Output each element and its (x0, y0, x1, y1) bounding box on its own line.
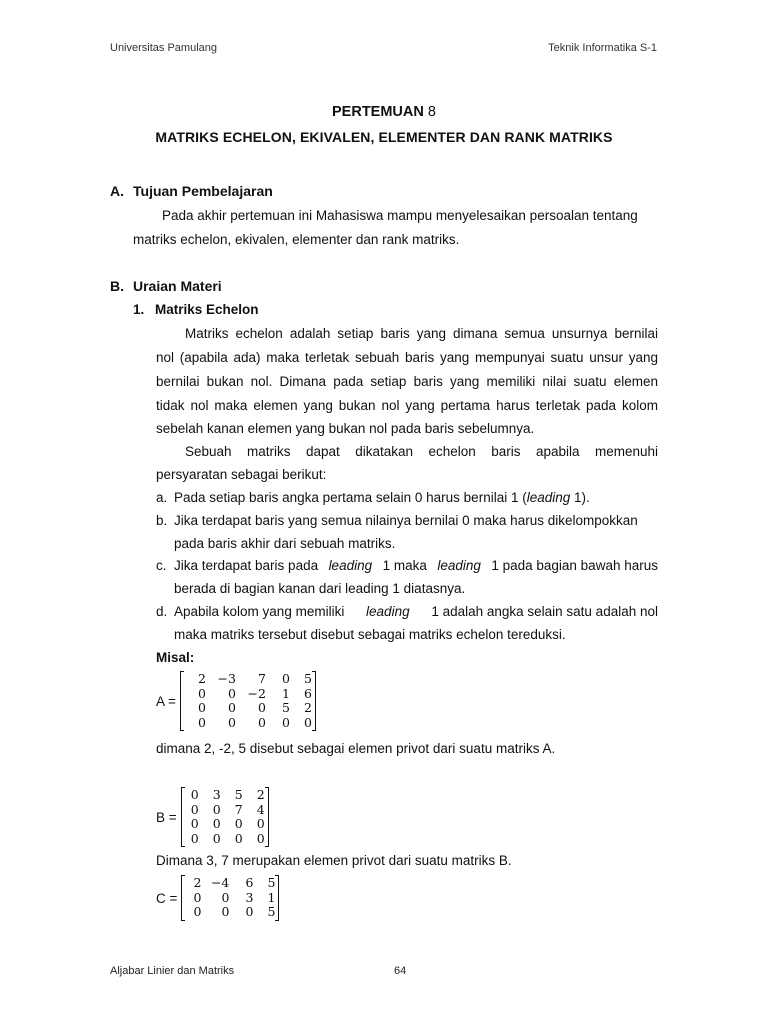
list-item-d-line-2: maka matriks tersebut disebut sebagai matriks echelon tereduksi. (174, 627, 566, 642)
para2-line-2: persyaratan sebagai berikut: (156, 467, 327, 482)
matrix-cell: 2 (303, 700, 312, 715)
section-a-letter: A. (110, 183, 124, 199)
para2-line-1: Sebuah matriks dapat dikatakan echelon baris apabila memenuhi (185, 444, 658, 459)
list-item-b-line-1: Jika terdapat baris yang semua nilainya bernilai 0 maka harus dikelompokkan (174, 513, 638, 528)
page-number: 64 (394, 965, 407, 977)
matrix-cell: 0 (245, 904, 254, 920)
matrix-cell: 5 (234, 787, 243, 802)
running-header-left: Universitas Pamulang (110, 42, 217, 54)
matrix-cell: 0 (257, 714, 266, 730)
matrix-cell: 7 (257, 671, 266, 686)
section-b-letter: B. (110, 278, 124, 294)
matrix-cell: 0 (227, 714, 236, 730)
matrix-cell: 0 (193, 904, 202, 920)
matrix-b-table (185, 788, 265, 846)
para1-line-3: bernilai bukan nol. Dimana pada setiap baris yang memiliki nilai suatu elemen (156, 374, 658, 389)
para1-line-4: tidak nol maka elemen yang bukan nol yang pertama harus terletak pada kolom (156, 398, 658, 413)
matrix-a-right-bracket (312, 671, 316, 731)
section-a-line-1: Pada akhir pertemuan ini Mahasiswa mampu menyelesaikan persoalan tentang (162, 208, 638, 223)
meeting-title (0, 104, 768, 120)
matrix-cell: 0 (212, 830, 221, 846)
matrix-cell: 4 (256, 801, 265, 817)
matrix-cell: −3 (217, 671, 236, 686)
matrix-cell: 0 (197, 685, 206, 701)
meeting-number: 8 (427, 104, 436, 120)
matrix-cell: 0 (193, 889, 202, 905)
matrix-cell: 0 (234, 816, 243, 831)
matrix-b-label: B = (156, 809, 177, 825)
matrix-cell: 1 (281, 685, 290, 701)
matrix-c (156, 875, 279, 921)
matrix-cell: 0 (197, 700, 206, 715)
chapter-title: MATRIKS ECHELON, EKIVALEN, ELEMENTER DAN RANK MATRIKS (155, 129, 613, 145)
list-item-d-italic: leading (366, 604, 410, 619)
list-item-c-line-2: berada di bagian kanan dari leading 1 diatasnya. (174, 581, 466, 596)
matrix-cell: 0 (190, 830, 199, 846)
list-item-c-italic-2: leading (437, 558, 481, 573)
matrix-cell: 6 (245, 875, 254, 891)
matrix-cell: 0 (221, 889, 230, 905)
list-item-d-part-1: Apabila kolom yang memiliki (174, 604, 345, 619)
matrix-cell: 0 (281, 671, 290, 686)
list-item-c-part-2: 1 maka (382, 558, 427, 573)
matrix-cell: 0 (234, 830, 243, 846)
matrix-c-table (185, 876, 275, 920)
section-a-line-2: matriks echelon, ekivalen, elementer dan rank matriks. (133, 232, 460, 247)
matrix-cell: 5 (281, 700, 290, 715)
matrix-cell: 0 (257, 700, 266, 715)
subsection-number: 1. (133, 302, 145, 317)
matrix-cell: 0 (212, 816, 221, 831)
matrix-cell: 0 (303, 714, 312, 730)
matrix-cell: 0 (190, 787, 199, 802)
example-label: Misal: (156, 650, 195, 665)
list-item-a-text: Pada setiap baris angka pertama selain 0 harus bernilai 1 ( (174, 490, 527, 505)
matrix-cell: 5 (303, 671, 312, 686)
para1-line-5: sebelah kanan elemen yang bukan nol pada baris sebelumnya. (156, 421, 535, 436)
subsection-heading (133, 302, 259, 317)
list-item-b (156, 513, 638, 529)
matrix-cell: 0 (221, 904, 230, 920)
matrix-cell: 2 (197, 671, 206, 686)
matrix-cell: −2 (247, 685, 266, 701)
matrix-cell: 2 (193, 875, 202, 891)
running-header-right: Teknik Informatika S-1 (548, 42, 657, 54)
matrix-cell: 0 (227, 700, 236, 715)
list-item-a (156, 490, 590, 506)
matrix-b-note: Dimana 3, 7 merupakan elemen privot dari suatu matriks B. (156, 853, 512, 868)
list-item-d-line-1 (174, 604, 658, 620)
matrix-cell: 0 (190, 816, 199, 831)
subsection-title: Matriks Echelon (155, 302, 259, 317)
matrix-c-label: C = (156, 890, 178, 906)
matrix-cell: 0 (212, 801, 221, 817)
list-item-b-line-2: pada baris akhir dari sebuah matriks. (174, 536, 396, 551)
meeting-word: PERTEMUAN (332, 104, 424, 120)
list-item-a-letter: a. (156, 490, 168, 505)
matrix-cell: 5 (267, 875, 276, 891)
matrix-cell: 0 (256, 830, 265, 846)
matrix-cell: 3 (245, 889, 254, 905)
list-item-d-part-2: 1 adalah angka selain satu adalah nol (431, 604, 658, 619)
section-a-title: Tujuan Pembelajaran (133, 183, 273, 199)
list-item-b-letter: b. (156, 513, 168, 528)
matrix-a-note: dimana 2, -2, 5 disebut sebagai elemen privot dari suatu matriks A. (156, 741, 556, 756)
section-a-heading (110, 183, 273, 199)
matrix-a-label: A = (156, 693, 176, 709)
matrix-cell: 0 (256, 816, 265, 831)
section-b-heading (110, 278, 222, 294)
list-item-c-italic-1: leading (328, 558, 373, 573)
list-item-c-part-3: 1 pada bagian bawah harus (491, 558, 658, 573)
list-item-a-end: 1). (570, 490, 590, 505)
list-item-c-line-1 (174, 558, 658, 574)
list-item-c-letter: c. (156, 558, 167, 573)
matrix-cell: 0 (281, 714, 290, 730)
matrix-a-table (184, 672, 312, 730)
matrix-cell: 3 (212, 787, 221, 802)
para1-line-2: nol (apabila ada) maka terletak sebuah baris yang mempunyai suatu unsur yang (156, 350, 658, 365)
matrix-cell: 6 (303, 685, 312, 701)
matrix-cell: 1 (267, 889, 276, 905)
para1-line-1: Matriks echelon adalah setiap baris yang dimana semua unsurnya bernilai (185, 326, 658, 341)
matrix-cell: 7 (234, 801, 243, 817)
matrix-cell: 5 (267, 904, 276, 920)
matrix-cell: 0 (190, 801, 199, 817)
list-item-d-letter: d. (156, 604, 168, 619)
list-item-a-italic: leading (526, 490, 571, 505)
list-item-c-part-1: Jika terdapat baris pada (174, 558, 319, 573)
running-footer-left: Aljabar Linier dan Matriks (110, 965, 235, 977)
matrix-cell: −4 (210, 875, 230, 891)
matrix-cell: 0 (227, 685, 236, 701)
matrix-c-right-bracket (275, 875, 279, 921)
matrix-cell: 0 (197, 714, 206, 730)
matrix-a (156, 671, 316, 731)
section-b-title: Uraian Materi (133, 278, 222, 294)
matrix-b-right-bracket (265, 787, 269, 847)
matrix-cell: 2 (256, 787, 265, 802)
matrix-b (156, 787, 269, 847)
